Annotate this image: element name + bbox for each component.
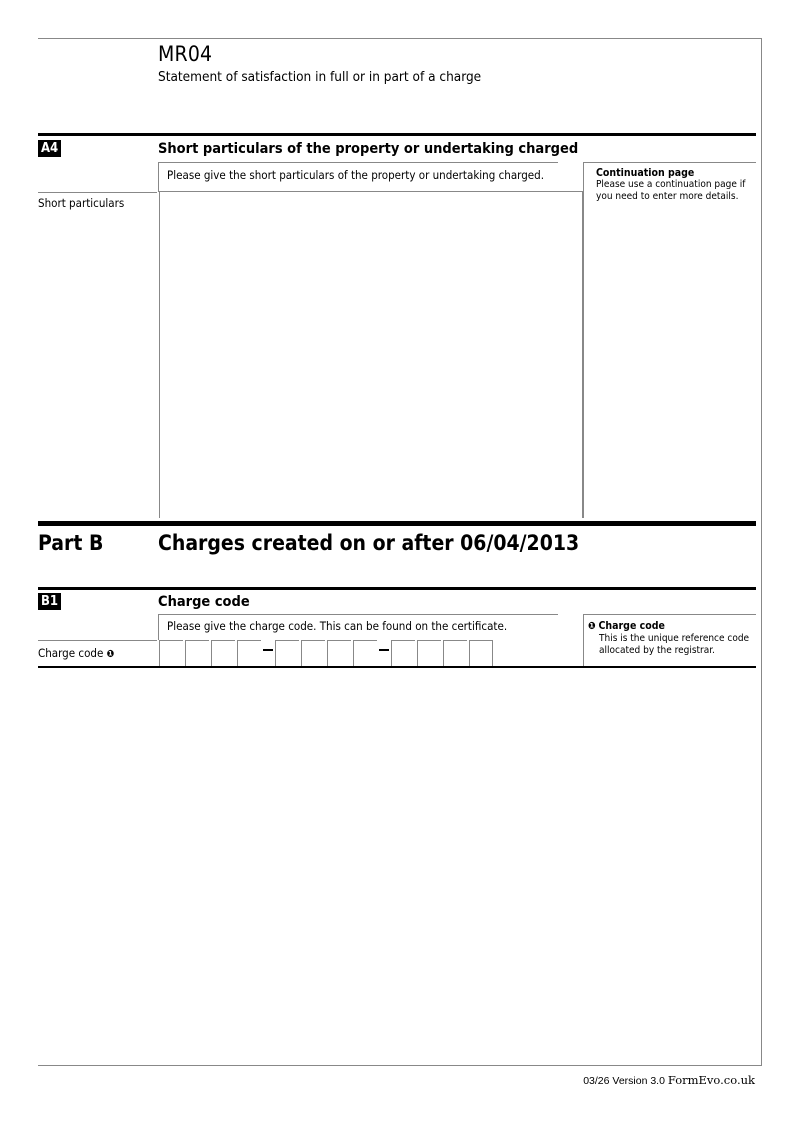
section-b1-bottom-rule xyxy=(38,666,756,668)
charge-code-label-marker: ❶ xyxy=(106,649,115,660)
continuation-note-text: Please use a continuation page if you need to enter more details. xyxy=(596,179,746,202)
part-b-label: Part B xyxy=(38,531,104,555)
charge-code-char-11[interactable] xyxy=(444,641,467,666)
charge-code-note-heading: Charge code xyxy=(598,620,665,632)
charge-code-cell[interactable] xyxy=(211,640,235,666)
page-bottom-rule xyxy=(38,1065,762,1066)
charge-code-cell[interactable] xyxy=(185,640,209,666)
charge-code-label xyxy=(38,646,114,660)
charge-code-cell[interactable] xyxy=(443,640,467,666)
charge-code-char-5[interactable] xyxy=(276,641,299,666)
charge-code-label-text: Charge code xyxy=(38,646,104,660)
section-b1-instruction: Please give the charge code. This can be found on the certificate. xyxy=(158,614,558,640)
charge-code-label-rule xyxy=(38,640,157,641)
section-b1-rule xyxy=(38,587,756,590)
charge-code-dash xyxy=(263,649,273,651)
charge-code-note xyxy=(583,614,756,666)
section-a4-badge: A4 xyxy=(38,140,61,157)
continuation-note-heading: Continuation page xyxy=(596,167,695,179)
footer-version: 03/26 Version 3.0 xyxy=(583,1075,665,1087)
charge-code-cell[interactable] xyxy=(391,640,415,666)
section-a4-instruction: Please give the short particulars of the property or undertaking charged. xyxy=(158,162,558,191)
charge-code-note-text: This is the unique reference code allocated by the registrar. xyxy=(599,633,750,656)
charge-code-char-6[interactable] xyxy=(302,641,325,666)
form-title: Statement of satisfaction in full or in part of a charge xyxy=(158,69,482,85)
charge-code-char-3[interactable] xyxy=(212,641,235,666)
charge-code-char-12[interactable] xyxy=(470,641,492,666)
page-right-rule xyxy=(761,38,762,1066)
charge-code-char-4[interactable] xyxy=(238,641,261,666)
page-footer xyxy=(583,1073,755,1087)
page-top-rule xyxy=(38,38,762,39)
part-b-rule xyxy=(38,521,756,526)
charge-code-cell[interactable] xyxy=(327,640,351,666)
charge-code-char-7[interactable] xyxy=(328,641,351,666)
part-b-title: Charges created on or after 06/04/2013 xyxy=(158,531,580,555)
charge-code-cell[interactable] xyxy=(417,640,441,666)
charge-code-dash xyxy=(379,649,389,651)
form-code: MR04 xyxy=(158,42,213,66)
charge-code-cell[interactable] xyxy=(301,640,325,666)
section-b1-title: Charge code xyxy=(158,594,250,610)
charge-code-cell[interactable] xyxy=(353,640,377,666)
charge-code-cell[interactable] xyxy=(159,640,183,666)
charge-code-cell[interactable] xyxy=(275,640,299,666)
charge-code-cell[interactable] xyxy=(469,640,493,666)
charge-code-cell[interactable] xyxy=(237,640,261,666)
charge-code-char-8[interactable] xyxy=(354,641,377,666)
charge-code-char-1[interactable] xyxy=(160,641,183,666)
section-b1-badge: B1 xyxy=(38,593,61,610)
section-a4-rule xyxy=(38,133,756,136)
section-a4-title: Short particulars of the property or undertaking charged xyxy=(158,141,579,157)
footer-brand: FormEvo.co.uk xyxy=(667,1073,755,1087)
charge-code-note-marker: ❶ xyxy=(588,621,596,632)
charge-code-char-2[interactable] xyxy=(186,641,209,666)
short-particulars-label: Short particulars xyxy=(38,196,125,210)
short-particulars-label-rule xyxy=(38,192,157,193)
charge-code-char-9[interactable] xyxy=(392,641,415,666)
short-particulars-input[interactable] xyxy=(160,192,582,518)
continuation-page-note xyxy=(583,162,756,518)
short-particulars-box xyxy=(159,191,583,518)
charge-code-char-10[interactable] xyxy=(418,641,441,666)
